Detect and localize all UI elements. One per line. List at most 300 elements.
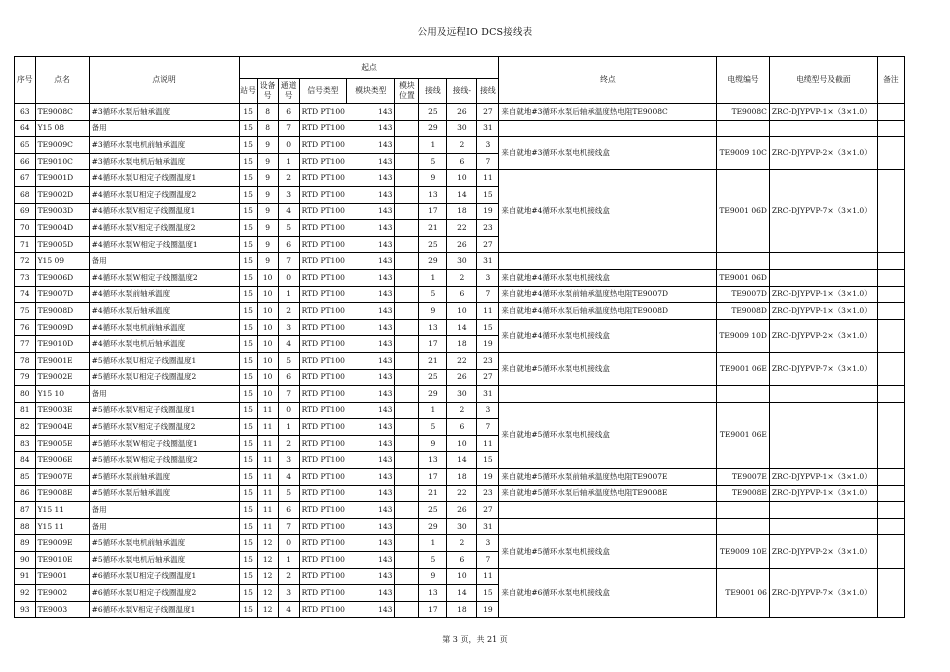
header-module-type: 模块类型	[347, 79, 395, 104]
row-point-desc: 备用	[89, 386, 239, 403]
row-point-name: TE9010E	[35, 552, 89, 569]
row-term-minus: 30	[447, 120, 477, 137]
row-point-desc: #3循环水泵电机前轴承温度	[89, 137, 239, 154]
row-device: 9	[257, 153, 278, 170]
row-term-minus: 2	[447, 535, 477, 552]
row-device: 10	[257, 336, 278, 353]
row-cable-type: ZRC-DJYPVP-1×（3×1.0）	[769, 469, 877, 486]
row-term2: 19	[477, 203, 499, 220]
row-seq: 84	[15, 452, 36, 469]
row-term-minus: 14	[447, 585, 477, 602]
row-signal-type: RTD PT100	[299, 419, 347, 436]
row-module-type: 143	[347, 137, 395, 154]
row-term2: 15	[477, 585, 499, 602]
row-term-minus: 30	[447, 386, 477, 403]
row-point-desc: #4循环水泵电机前轴承温度	[89, 319, 239, 336]
row-point-name: TE9008E	[35, 485, 89, 502]
row-point-desc: #5循环水泵U相定子线圈温度2	[89, 369, 239, 386]
row-term: 13	[419, 319, 447, 336]
dcs-wiring-table	[14, 56, 905, 618]
row-remark	[877, 469, 904, 486]
row-point-name: TE9001	[35, 568, 89, 585]
row-module-pos	[395, 585, 419, 602]
row-seq: 87	[15, 502, 36, 519]
row-station: 15	[239, 319, 257, 336]
row-point-desc: #4循环水泵电机后轴承温度	[89, 336, 239, 353]
row-device: 11	[257, 485, 278, 502]
row-module-type: 143	[347, 435, 395, 452]
row-channel: 3	[278, 452, 299, 469]
row-seq: 67	[15, 170, 36, 187]
row-signal-type: RTD PT100	[299, 153, 347, 170]
row-term: 17	[419, 469, 447, 486]
row-channel: 6	[278, 369, 299, 386]
row-cable-no: TE9007D	[717, 286, 770, 303]
row-cable-type	[769, 386, 877, 403]
row-module-pos	[395, 535, 419, 552]
row-channel: 3	[278, 319, 299, 336]
row-station: 15	[239, 286, 257, 303]
header-point-desc: 点说明	[89, 57, 239, 104]
row-cable-type	[769, 269, 877, 286]
row-point-desc: 备用	[89, 253, 239, 270]
row-term2: 11	[477, 435, 499, 452]
row-signal-type: RTD PT100	[299, 319, 347, 336]
row-device: 10	[257, 319, 278, 336]
row-remark	[877, 502, 904, 519]
row-device: 11	[257, 435, 278, 452]
row-device: 9	[257, 186, 278, 203]
row-module-type: 143	[347, 253, 395, 270]
row-module-type: 143	[347, 220, 395, 237]
row-term: 25	[419, 369, 447, 386]
table-row	[15, 303, 905, 320]
row-seq: 74	[15, 286, 36, 303]
row-signal-type: RTD PT100	[299, 236, 347, 253]
row-station: 15	[239, 402, 257, 419]
row-end-point: 来自就地#5循环水泵电机接线盒	[499, 535, 717, 568]
row-remark	[877, 269, 904, 286]
row-point-desc: #4循环水泵U相定子线圈温度2	[89, 186, 239, 203]
row-point-name: Y15 08	[35, 120, 89, 137]
table-row	[15, 137, 905, 154]
row-term-minus: 18	[447, 469, 477, 486]
row-channel: 7	[278, 386, 299, 403]
row-module-type: 143	[347, 170, 395, 187]
table-row	[15, 104, 905, 121]
row-signal-type: RTD PT100	[299, 402, 347, 419]
row-module-type: 143	[347, 502, 395, 519]
row-term: 17	[419, 601, 447, 618]
row-point-name: TE9004E	[35, 419, 89, 436]
row-end-point: 来自就地#3循环水泵后轴承温度热电阻TE9008C	[499, 104, 717, 121]
row-device: 8	[257, 120, 278, 137]
row-channel: 2	[278, 568, 299, 585]
row-module-type: 143	[347, 585, 395, 602]
row-point-name: TE9008C	[35, 104, 89, 121]
row-seq: 75	[15, 303, 36, 320]
row-module-type: 143	[347, 469, 395, 486]
row-point-name: TE9006E	[35, 452, 89, 469]
row-channel: 2	[278, 435, 299, 452]
row-station: 15	[239, 336, 257, 353]
row-module-pos	[395, 469, 419, 486]
row-end-point: 来自就地#5循环水泵后轴承温度热电阻TE9008E	[499, 485, 717, 502]
row-seq: 76	[15, 319, 36, 336]
header-station: 站号	[239, 79, 257, 104]
row-point-name: TE9009E	[35, 535, 89, 552]
row-signal-type: RTD PT100	[299, 485, 347, 502]
row-channel: 0	[278, 137, 299, 154]
row-station: 15	[239, 186, 257, 203]
table-row	[15, 402, 905, 419]
row-module-type: 143	[347, 203, 395, 220]
row-point-name: TE9005E	[35, 435, 89, 452]
row-term: 29	[419, 120, 447, 137]
row-module-pos	[395, 419, 419, 436]
row-cable-type	[769, 518, 877, 535]
row-point-name: TE9006D	[35, 269, 89, 286]
row-term: 13	[419, 186, 447, 203]
row-module-pos	[395, 319, 419, 336]
row-cable-no: TE9001 06E	[717, 402, 770, 468]
row-module-pos	[395, 435, 419, 452]
row-term2: 31	[477, 120, 499, 137]
row-term2: 7	[477, 286, 499, 303]
header-seq: 序号	[15, 57, 36, 104]
row-signal-type: RTD PT100	[299, 535, 347, 552]
row-term-minus: 22	[447, 352, 477, 369]
row-channel: 0	[278, 269, 299, 286]
row-term-minus: 6	[447, 153, 477, 170]
row-module-pos	[395, 485, 419, 502]
row-term2: 11	[477, 170, 499, 187]
row-point-name: TE9009D	[35, 319, 89, 336]
row-module-type: 143	[347, 236, 395, 253]
row-point-name: TE9007E	[35, 469, 89, 486]
page-title: 公用及远程IO DCS接线表	[417, 27, 533, 38]
row-term: 17	[419, 203, 447, 220]
header-channel: 通道号	[278, 79, 299, 104]
row-channel: 1	[278, 286, 299, 303]
row-channel: 1	[278, 552, 299, 569]
row-device: 9	[257, 253, 278, 270]
row-term: 5	[419, 153, 447, 170]
row-end-point: 来自就地#4循环水泵前轴承温度热电阻TE9007D	[499, 286, 717, 303]
row-term2: 3	[477, 137, 499, 154]
row-device: 9	[257, 170, 278, 187]
row-station: 15	[239, 253, 257, 270]
row-term-minus: 2	[447, 137, 477, 154]
row-device: 12	[257, 585, 278, 602]
row-point-desc: #4循环水泵前轴承温度	[89, 286, 239, 303]
row-point-desc: #5循环水泵U相定子线圈温度1	[89, 352, 239, 369]
row-term-minus: 10	[447, 435, 477, 452]
table-row	[15, 286, 905, 303]
row-module-type: 143	[347, 518, 395, 535]
row-remark	[877, 386, 904, 403]
row-point-desc: #4循环水泵V相定子线圈温度1	[89, 203, 239, 220]
row-term-minus: 18	[447, 336, 477, 353]
row-cable-no	[717, 120, 770, 137]
row-term: 9	[419, 303, 447, 320]
row-cable-no: TE9007E	[717, 469, 770, 486]
row-signal-type: RTD PT100	[299, 552, 347, 569]
row-cable-no: TE9001 06D	[717, 269, 770, 286]
row-signal-type: RTD PT100	[299, 220, 347, 237]
row-term: 9	[419, 435, 447, 452]
row-term2: 19	[477, 601, 499, 618]
row-device: 11	[257, 502, 278, 519]
row-point-desc: #3循环水泵后轴承温度	[89, 104, 239, 121]
row-device: 8	[257, 104, 278, 121]
row-point-desc: #5循环水泵W相定子线圈温度1	[89, 435, 239, 452]
row-seq: 91	[15, 568, 36, 585]
row-module-type: 143	[347, 485, 395, 502]
row-term2: 3	[477, 535, 499, 552]
row-seq: 69	[15, 203, 36, 220]
row-module-pos	[395, 236, 419, 253]
row-channel: 4	[278, 601, 299, 618]
row-seq: 63	[15, 104, 36, 121]
row-station: 15	[239, 203, 257, 220]
row-seq: 71	[15, 236, 36, 253]
row-term: 9	[419, 170, 447, 187]
table-row	[15, 518, 905, 535]
row-term-minus: 26	[447, 369, 477, 386]
row-term-minus: 6	[447, 419, 477, 436]
row-point-desc: 备用	[89, 502, 239, 519]
row-module-pos	[395, 518, 419, 535]
row-term-minus: 26	[447, 236, 477, 253]
row-term-minus: 10	[447, 170, 477, 187]
row-term2: 31	[477, 386, 499, 403]
row-device: 10	[257, 286, 278, 303]
row-station: 15	[239, 452, 257, 469]
row-remark	[877, 286, 904, 303]
row-station: 15	[239, 502, 257, 519]
row-station: 15	[239, 601, 257, 618]
row-device: 10	[257, 386, 278, 403]
row-term: 21	[419, 485, 447, 502]
row-point-desc: #4循环水泵V相定子线圈温度2	[89, 220, 239, 237]
row-device: 11	[257, 419, 278, 436]
row-channel: 4	[278, 469, 299, 486]
row-end-point: 来自就地#4循环水泵电机接线盒	[499, 269, 717, 286]
row-point-name: TE9007D	[35, 286, 89, 303]
row-term: 21	[419, 352, 447, 369]
row-cable-type: ZRC-DJYPVP-2×（3×1.0）	[769, 319, 877, 352]
row-device: 12	[257, 535, 278, 552]
row-point-desc: #5循环水泵电机后轴承温度	[89, 552, 239, 569]
row-module-pos	[395, 502, 419, 519]
row-term: 29	[419, 386, 447, 403]
row-point-desc: 备用	[89, 518, 239, 535]
row-module-pos	[395, 137, 419, 154]
header-term2: 接线	[477, 79, 499, 104]
row-cable-type	[769, 502, 877, 519]
row-device: 10	[257, 269, 278, 286]
table-body	[15, 104, 905, 618]
row-seq: 83	[15, 435, 36, 452]
row-seq: 93	[15, 601, 36, 618]
row-signal-type: RTD PT100	[299, 469, 347, 486]
row-point-name: TE9008D	[35, 303, 89, 320]
row-term-minus: 26	[447, 104, 477, 121]
header-point-name: 点名	[35, 57, 89, 104]
row-cable-no	[717, 518, 770, 535]
row-point-desc: #3循环水泵电机后轴承温度	[89, 153, 239, 170]
row-signal-type: RTD PT100	[299, 253, 347, 270]
row-cable-type	[769, 120, 877, 137]
row-module-type: 143	[347, 601, 395, 618]
row-remark	[877, 170, 904, 253]
row-signal-type: RTD PT100	[299, 386, 347, 403]
row-module-pos	[395, 203, 419, 220]
row-remark	[877, 535, 904, 568]
row-signal-type: RTD PT100	[299, 435, 347, 452]
row-module-pos	[395, 452, 419, 469]
row-signal-type: RTD PT100	[299, 585, 347, 602]
row-seq: 66	[15, 153, 36, 170]
row-term: 25	[419, 502, 447, 519]
row-device: 9	[257, 236, 278, 253]
row-seq: 86	[15, 485, 36, 502]
row-term2: 19	[477, 469, 499, 486]
header-end: 终点	[499, 57, 717, 104]
row-module-pos	[395, 386, 419, 403]
row-signal-type: RTD PT100	[299, 186, 347, 203]
row-station: 15	[239, 435, 257, 452]
row-module-pos	[395, 269, 419, 286]
row-module-pos	[395, 369, 419, 386]
row-point-name: Y15 09	[35, 253, 89, 270]
row-module-type: 143	[347, 303, 395, 320]
row-end-point: 来自就地#3循环水泵电机接线盒	[499, 137, 717, 170]
row-channel: 3	[278, 186, 299, 203]
row-term-minus: 30	[447, 518, 477, 535]
row-term: 25	[419, 104, 447, 121]
row-signal-type: RTD PT100	[299, 137, 347, 154]
row-end-point	[499, 502, 717, 519]
row-end-point	[499, 253, 717, 270]
row-module-type: 143	[347, 419, 395, 436]
row-point-desc: #5循环水泵电机前轴承温度	[89, 535, 239, 552]
row-module-pos	[395, 601, 419, 618]
row-module-pos	[395, 303, 419, 320]
row-term-minus: 6	[447, 286, 477, 303]
row-module-pos	[395, 568, 419, 585]
row-term: 5	[419, 552, 447, 569]
row-signal-type: RTD PT100	[299, 269, 347, 286]
row-term2: 27	[477, 104, 499, 121]
row-point-desc: #4循环水泵U相定子线圈温度1	[89, 170, 239, 187]
row-term-minus: 10	[447, 303, 477, 320]
row-module-pos	[395, 153, 419, 170]
row-station: 15	[239, 303, 257, 320]
row-seq: 77	[15, 336, 36, 353]
row-channel: 3	[278, 585, 299, 602]
row-device: 9	[257, 137, 278, 154]
row-term: 5	[419, 419, 447, 436]
row-channel: 6	[278, 104, 299, 121]
row-station: 15	[239, 585, 257, 602]
row-channel: 6	[278, 502, 299, 519]
header-module-pos: 模块位置	[395, 79, 419, 104]
table-row	[15, 319, 905, 336]
row-term: 29	[419, 253, 447, 270]
row-seq: 72	[15, 253, 36, 270]
row-term2: 7	[477, 153, 499, 170]
row-term: 25	[419, 236, 447, 253]
table-row	[15, 502, 905, 519]
row-channel: 7	[278, 518, 299, 535]
row-term-minus: 2	[447, 269, 477, 286]
row-channel: 6	[278, 236, 299, 253]
row-term: 9	[419, 568, 447, 585]
row-term2: 31	[477, 518, 499, 535]
row-channel: 7	[278, 120, 299, 137]
row-term: 13	[419, 452, 447, 469]
row-signal-type: RTD PT100	[299, 104, 347, 121]
row-module-type: 143	[347, 568, 395, 585]
row-module-pos	[395, 104, 419, 121]
row-seq: 80	[15, 386, 36, 403]
row-term2: 23	[477, 485, 499, 502]
row-signal-type: RTD PT100	[299, 568, 347, 585]
row-end-point: 来自就地#5循环水泵电机接线盒	[499, 352, 717, 385]
row-point-desc: #5循环水泵V相定子线圈温度1	[89, 402, 239, 419]
row-term2: 7	[477, 552, 499, 569]
row-point-desc: #4循环水泵后轴承温度	[89, 303, 239, 320]
row-module-pos	[395, 170, 419, 187]
row-point-name: TE9002	[35, 585, 89, 602]
row-seq: 88	[15, 518, 36, 535]
row-channel: 1	[278, 153, 299, 170]
header-origin: 起点	[239, 57, 499, 79]
row-point-name: TE9001D	[35, 170, 89, 187]
row-end-point	[499, 386, 717, 403]
row-term2: 3	[477, 269, 499, 286]
row-cable-type: ZRC-DJYPVP-7×（3×1.0）	[769, 170, 877, 253]
row-remark	[877, 120, 904, 137]
row-point-name: TE9002E	[35, 369, 89, 386]
row-station: 15	[239, 220, 257, 237]
row-term2: 7	[477, 419, 499, 436]
row-seq: 64	[15, 120, 36, 137]
table-row	[15, 485, 905, 502]
row-term: 1	[419, 535, 447, 552]
row-point-name: TE9010C	[35, 153, 89, 170]
row-module-type: 143	[347, 269, 395, 286]
row-cable-no: TE9001 06E	[717, 352, 770, 385]
table-row	[15, 120, 905, 137]
row-remark	[877, 319, 904, 352]
row-term2: 15	[477, 452, 499, 469]
row-term: 1	[419, 402, 447, 419]
row-module-pos	[395, 402, 419, 419]
table-row	[15, 386, 905, 403]
row-station: 15	[239, 552, 257, 569]
row-term: 1	[419, 269, 447, 286]
row-end-point: 来自就地#5循环水泵电机接线盒	[499, 402, 717, 468]
row-term-minus: 6	[447, 552, 477, 569]
row-term-minus: 18	[447, 203, 477, 220]
row-device: 9	[257, 220, 278, 237]
header-cable-no: 电缆编号	[717, 57, 770, 104]
row-module-pos	[395, 552, 419, 569]
row-module-pos	[395, 220, 419, 237]
